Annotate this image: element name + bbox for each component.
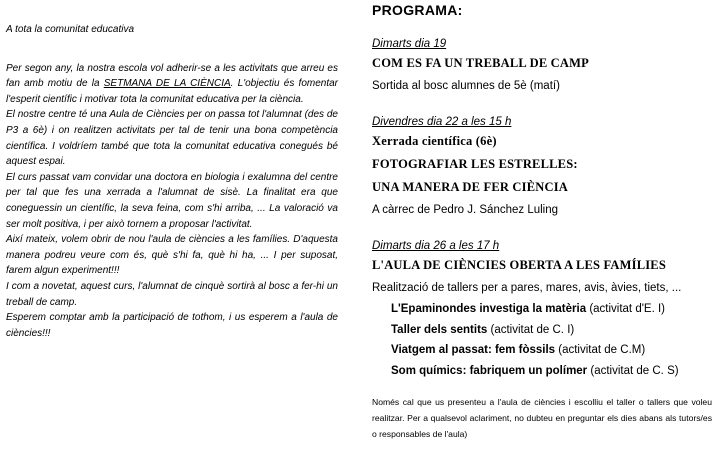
workshop-item [391,361,714,382]
workshop-author: (activitat de C. I) [490,323,575,336]
paragraph-6: Esperem comptar amb la participació de tothom, i us esperem a l'aula de ciències!!! [6,312,338,339]
event-1-date: Dimarts dia 19 [372,38,447,50]
event-3-description: Realització de tallers per a pares, mares, avis, àvies, tiets, ... [372,282,682,294]
paragraph-5: I com a novetat, aquest curs, l'alumnat de cinquè sortirà al bosc a fer-hi un treball de camp. [6,280,338,308]
intro-letter [6,22,338,341]
paragraph-1-start: Per segon any, la nostra escola vol adherir-se a les activitats que arreu es fan amb motiu de la [6,62,338,90]
event-1-title: COM ES FA UN TREBALL DE CAMP [372,56,589,70]
paragraph-2: El nostre centre té una Aula de Ciències per on passa tot l'alumnat (des de P3 a 6è) i on realitzen activitats per tal de tenir una bona competència científica. I voldríem també que tota la comunitat educativa conegués bé aquest espai. [6,109,338,168]
event-2-date: Divendres dia 22 a les 15 h [372,116,512,128]
event-2-title-line-3: UNA MANERA DE FER CIÈNCIA [372,180,568,194]
workshop-name: Som químics: fabriquem un polímer [391,364,588,377]
workshop-item [391,320,714,341]
event-1-description: Sortida al bosc alumnes de 5è (matí) [372,80,560,92]
paragraph-1 [6,61,338,108]
event-2-title-line-2: FOTOGRAFIAR LES ESTRELLES: [372,157,578,171]
event-2 [372,115,714,221]
event-2-title-line-1: Xerrada científica (6è) [372,134,497,148]
workshop-item [391,299,714,320]
workshop-author: (activitat de C. S) [590,364,679,377]
program [372,0,714,442]
science-week-highlight: SETMANA DE LA CIÈNCIA [103,78,231,90]
workshop-author: (activitat d'E. I) [589,303,666,315]
paragraph-1-end: . L'objectiu és fomentar l'esperit científic i motivar tota la comunitat educativa per la ciència. [6,78,339,105]
workshop-name: L'Epaminondes investiga la matèria [391,303,587,315]
closing-note: Només cal que us presenteu a l'aula de ciències i escolliu el taller o tallers que voleu realitzar. Per a qualsevol aclariment, no dubteu en preguntar els dies abans als tutors/es o responsables de l'aula) [372,397,712,439]
event-3-title: L'AULA DE CIÈNCIES OBERTA A LES FAMÍLIES [372,258,666,272]
workshop-name: Taller dels sentits [391,323,488,336]
program-title: PROGRAMA: [372,2,463,18]
workshop-item [391,340,714,361]
workshop-name: Viatgem al passat: fem fòssils [391,344,556,356]
paragraph-3: El curs passat vam convidar una doctora en biologia i exalumna del centre per tal que fes una xerrada a l'alumnat de sisè. La finalitat era que coneguessin un científic, la seva feina, com s'hi arriba, ... La valoració va ser molt positiva, i per això tornem a proposar l'activitat. [6,171,338,230]
event-1 [372,37,714,97]
paragraph-4: Així mateix, volem obrir de nou l'aula de ciències a les famílies. D'aquesta manera podreu veure com és, què s'hi fa, què hi ha, ... I per suposat, farem algun experiment!!! [6,234,338,277]
greeting: A tota la comunitat educativa [6,24,135,35]
workshop-list [372,299,714,381]
event-3 [372,239,714,381]
event-2-description: A càrrec de Pedro J. Sánchez Luling [372,204,559,216]
workshop-author: (activitat de C.M) [558,344,646,356]
event-3-date: Dimarts dia 26 a les 17 h [372,240,500,252]
